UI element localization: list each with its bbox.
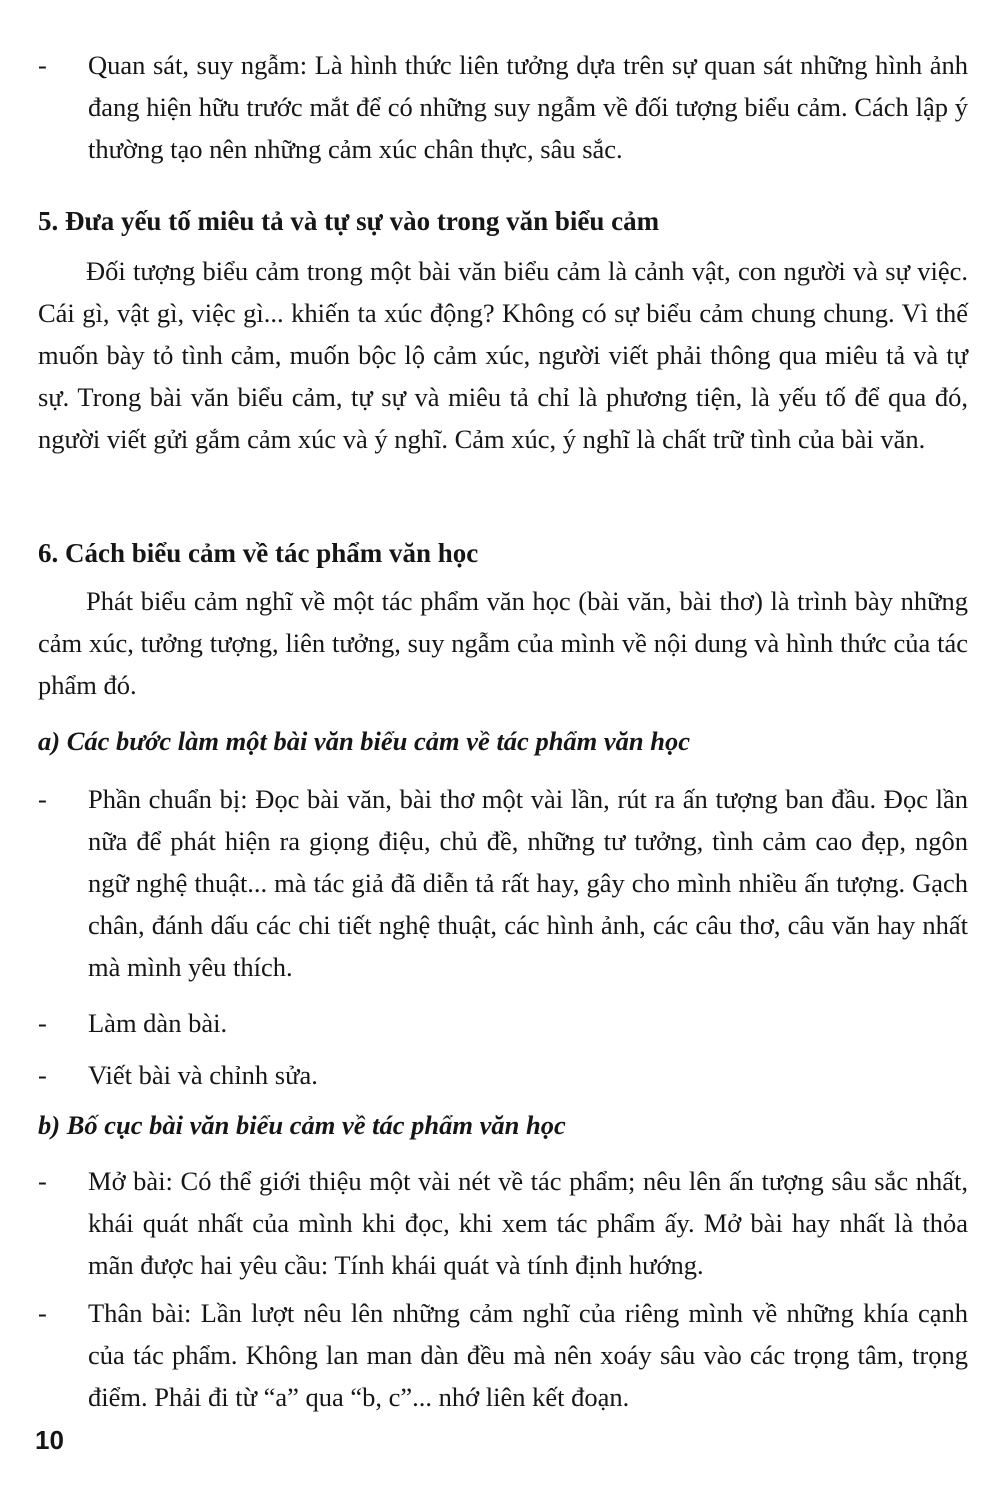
section-6-paragraph: Phát biểu cảm nghĩ về một tác phẩm văn học (bài văn, bài thơ) là trình bày những cảm xúc, tưởng tượng, liên tưởng, suy ngẫm của mình về nội dung và hình thức của tác phẩm đó. — [38, 586, 968, 700]
section-5-paragraph: Đối tượng biểu cảm trong một bài văn biểu cảm là cảnh vật, con người và sự việc. Cái gì, vật gì, việc gì... khiến ta xúc động? Không có sự biểu cảm chung chung. Vì thế muốn bày tỏ tình cảm, muốn bộc lộ cảm xúc, người viết phải thông qua miêu tả và tự sự. Trong bài văn biểu cảm, tự sự và miêu tả chỉ là phương tiện, là yếu tố để qua đó, người viết gửi gắm cảm xúc và ý nghĩ. Cảm xúc, ý nghĩ là chất trữ tình của bài văn. — [38, 256, 968, 454]
section-5-body — [38, 250, 968, 460]
list-item-text: Làm dàn bài. — [88, 1008, 228, 1038]
bullet-dash: - — [38, 50, 47, 80]
list-item-viet-bai — [38, 1054, 968, 1096]
bullet-dash: - — [38, 1298, 47, 1328]
bullet-dash: - — [38, 1166, 47, 1196]
list-item-text: Mở bài: Có thể giới thiệu một vài nét về tác phẩm; nêu lên ấn tượng sâu sắc nhất, khái quát nhất của mình khi đọc, khi xem tác phẩm ấy. Mở bài hay nhất là thỏa mãn được hai yêu cầu: Tính khái quát và tính định hướng. — [88, 1166, 968, 1280]
section-6-heading: 6. Cách biểu cảm về tác phẩm văn học — [38, 538, 479, 568]
list-item-mo-bai — [38, 1160, 968, 1286]
section-6-body — [38, 580, 968, 706]
list-item-text: Phần chuẩn bị: Đọc bài văn, bài thơ một vài lần, rút ra ấn tượng ban đầu. Đọc lần nữa để phát hiện ra giọng điệu, chủ đề, những tư tưởng, tình cảm cao đẹp, ngôn ngữ nghệ thuật... mà tác giả đã diễn tả rất hay, gây cho mình nhiều ấn tượng. Gạch chân, đánh dấu các chi tiết nghệ thuật, các hình ảnh, các câu thơ, câu văn hay nhất mà mình yêu thích. — [88, 784, 968, 982]
subsection-a-item-3-block — [38, 1054, 968, 1096]
subsection-a-item-2-block — [38, 1002, 968, 1044]
list-item-text: Quan sát, suy ngẫm: Là hình thức liên tưởng dựa trên sự quan sát những hình ảnh đang hiện hữu trước mắt để có những suy ngẫm về đối tượng biểu cảm. Cách lập ý thường tạo nên những cảm xúc chân thực, sâu sắc. — [88, 50, 968, 164]
list-item-phan-chuan-bi — [38, 778, 968, 988]
section-5-heading: 5. Đưa yếu tố miêu tả và tự sự vào trong văn biểu cảm — [38, 206, 660, 236]
subsection-a-heading-block — [38, 720, 968, 762]
page-number: 10 — [35, 1425, 64, 1455]
subsection-b-heading-block — [38, 1104, 968, 1146]
list-item-text: Viết bài và chỉnh sửa. — [88, 1060, 318, 1090]
bullet-dash: - — [38, 1008, 47, 1038]
section-5-heading-block — [38, 200, 968, 242]
subsection-b-item-1-block — [38, 1160, 968, 1286]
list-item-text: Thân bài: Lần lượt nêu lên những cảm nghĩ của riêng mình về những khía cạnh của tác phẩm. Không lan man dàn đều mà nên xoáy sâu vào các trọng tâm, trọng điểm. Phải đi từ “a” qua “b, c”... nhớ liên kết đoạn. — [88, 1298, 968, 1412]
subsection-a-item-1-block — [38, 778, 968, 988]
list-item-lam-dan-bai — [38, 1002, 968, 1044]
subsection-b-heading: b) Bố cục bài văn biểu cảm về tác phẩm văn học — [38, 1110, 566, 1140]
bullet-dash: - — [38, 1060, 47, 1090]
list-item-quan-sat — [38, 44, 968, 170]
section-6-heading-block — [38, 532, 968, 574]
bullet-dash: - — [38, 784, 47, 814]
subsection-a-heading: a) Các bước làm một bài văn biểu cảm về tác phẩm văn học — [38, 726, 691, 756]
intro-list — [38, 44, 968, 170]
list-item-than-bai — [38, 1292, 968, 1418]
subsection-b-item-2-block — [38, 1292, 968, 1418]
